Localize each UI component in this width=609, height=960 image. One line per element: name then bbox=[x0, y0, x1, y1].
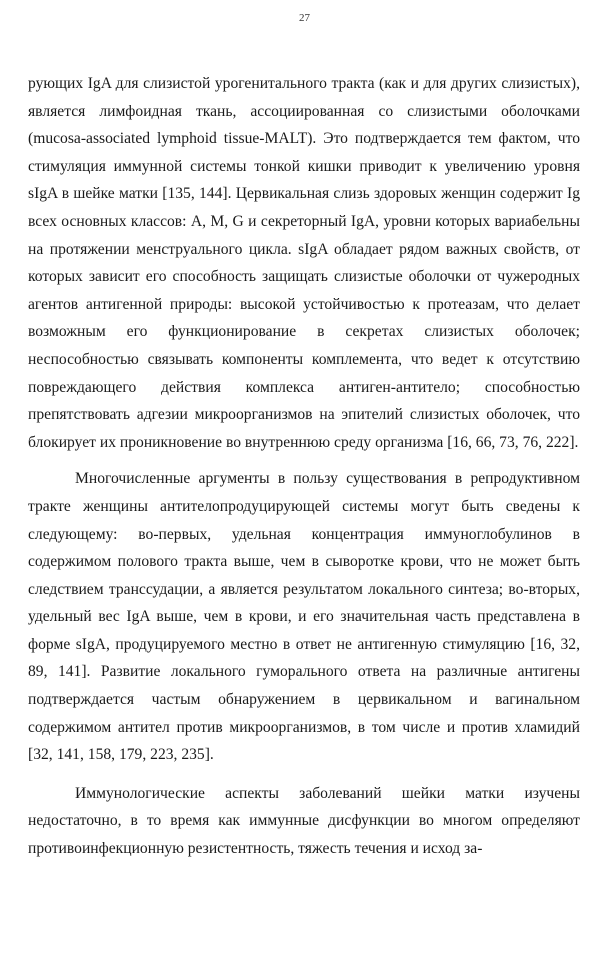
page-number: 27 bbox=[299, 12, 310, 24]
paragraph-1: рующих IgA для слизистой урогенитального тракта (как и для других слизистых), является лимфоидная ткань, ассоциированная со слизистыми оболочками (mucosa-associated lymphoid tissue-MALT). Это подтверждается тем фактом, что стимуляция иммунной системы тонкой кишки приводит к увеличению уровня sIgA в шейке матки [135, 144]. Цервикальная слизь здоровых женщин содержит Ig всех основных классов: A, M, G и секреторный IgA, уровни которых вариабельны на протяжении менструального цикла. sIgA обладает рядом важных свойств, от которых зависит его способность защищать слизистые оболочки от чужеродных агентов антигенной природы: высокой устойчивостью к протеазам, что делает возможным его функционирование в секретах слизистых оболочек; неспособностью связывать компоненты комплемента, что ведет к отсутствию повреждающего действия комплекса антиген-антитело; способностью препятствовать адгезии микроорганизмов на эпителий слизистых оболочек, что блокирует их проникновение во внутреннюю среду организма [16, 66, 73, 76, 222]. bbox=[28, 75, 580, 451]
paragraph-3: Иммунологические аспекты заболеваний шейки матки изучены недостаточно, в то время как иммунные дисфункции во многом определяют противоинфекционную резистентность, тяжесть течения и исход за- bbox=[28, 784, 580, 858]
body-text bbox=[28, 70, 580, 863]
paragraph-2: Многочисленные аргументы в пользу существования в репродуктивном тракте женщины антителопродуцирующей системы могут быть сведены к следующему: во-первых, удельная концентрация иммуноглобулинов в содержимом полового тракта выше, чем в сыворотке крови, что не может быть следствием транссудации, а является результатом локального синтеза; во-вторых, удельный вес IgA выше, чем в крови, и его значительная часть представлена в форме sIgA, продуцируемого местно в ответ не антигенную стимуляцию [16, 32, 89, 141]. Развитие локального гуморального ответа на различные антигены подтверждается частым обнаружением в цервикальном и вагинальном содержимом антител против микроорганизмов, в том числе и против хламидий [32, 141, 158, 179, 223, 235]. bbox=[28, 470, 580, 764]
